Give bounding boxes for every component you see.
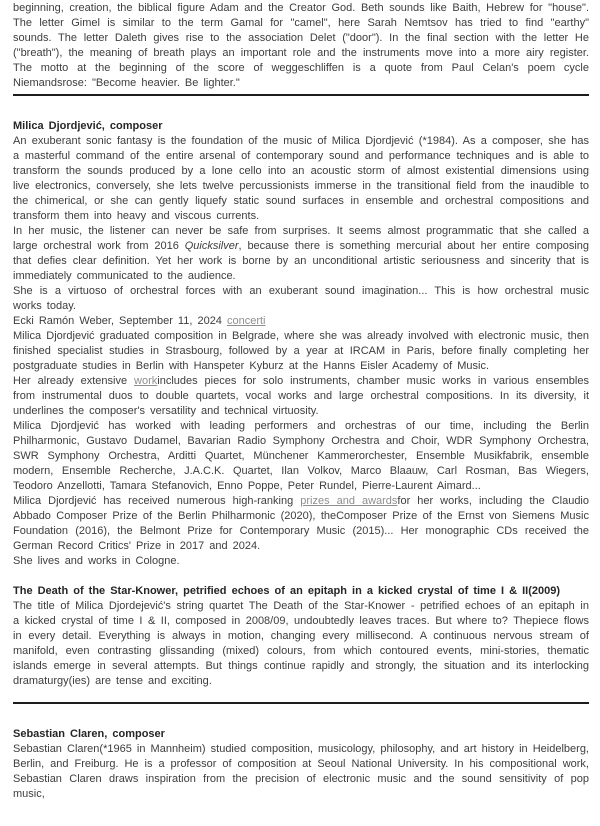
paragraph-star-knower-description: The title of Milica Djordejević's string quartet The Death of the Star-Knower - petrified echoes of an epitaph in a kicked crystal of time I & II, composed in 2008/09, undoubtedly leaves traces. But where to? Thepiece flows in every detail. Everything is always in motion, changing every millisecond. A continuous nervous stream of manifold, even contrasting glissanding (mixed) colours, from which contoured events, mini-stories, thematic islands emerge in several attempts. But things continue rapidly and strongly, the situation and its interlocking dramaturgy(ies) are tense and exciting.	[13, 600, 589, 687]
paragraph-milica-virtuoso-quote: She is a virtuoso of orchestral forces with an exuberant sound imagination... This is how orchestral music works today.	[13, 285, 589, 312]
paragraph-weggeschliffen-continuation: beginning, creation, the biblical figure Adam and the Creator God. Beth sounds like Baith, Hebrew for "house". The letter Gimel is similar to the term Gamal for "camel", here Sarah Nemtsov has tried to find "earthy" sounds. The letter Daleth gives rise to the association Delet ("door"). In the final section with the letter He ("breath"), the meaning of breath plays an important role and the instruments move into a more airy register. The motto at the beginning of the score of weggeschliffen is a quote from Paul Celan's poem cycle Niemandsrose: "Become heavier. Be lighter."	[13, 2, 589, 89]
text-run: includes pieces for solo instruments, chamber music works in various ensembles from instrumental duos to double quartets, vocal works and large orchestral compositions. In its diversity, it underlines the composer's versatility and technical virtuosity.	[13, 375, 589, 417]
section-divider	[13, 702, 589, 704]
paragraph-milica-prizes	[13, 494, 589, 554]
paragraph-milica-residence: She lives and works in Cologne.	[13, 555, 180, 567]
paragraph-milica-intro: An exuberant sonic fantasy is the foundation of the music of Milica Djordjević (*1984). As a composer, she has a masterful command of the entire arsenal of contemporary sound and performance techniques and is able to transform the sounds produced by a lone cello into an acoustic storm of almost existential dimensions using live electronics, conversely, she lets twelve percussionists immerse in the transitional field from the inaudible to the chimerical, or she can gently liquefy static sound surfaces in ensemble and orchestral compositions and transform them into heavy and viscous currents.	[13, 135, 589, 222]
text-run: for her works, including the Claudio Abbado Composer Prize of the Berlin Philharmonic (2020), theComposer Prize of the Ernst von Siemens Music Foundation (2016), the Belmont Prize for Contemporary Music (2015)... Her monographic CDs received the German Record Critics' Prize in 2017 and 2024.	[13, 495, 589, 552]
work-title-quicksilver: Quicksilver	[184, 240, 239, 252]
section-divider	[13, 94, 589, 96]
paragraph-sebastian-intro: Sebastian Claren(*1965 in Mannheim) studied composition, musicology, philosophy, and art history in Heidelberg, Berlin, and Freiburg. He is a professor of composition at Seoul National University. In his compositional work, Sebastian Claren draws inspiration from the precision of electronic music and the sound sensitivity of pop music,	[13, 743, 589, 800]
text-run: , because there is something mercurial about her entire composing that defies clear definition. Yet her work is borne by an unconditional artistic seriousness and sincerity that is immediately communicated to the audience.	[13, 240, 589, 282]
work-heading-star-knower: The Death of the Star-Knower, petrified echoes of an epitaph in a kicked crystal of time I & II(2009)	[13, 585, 561, 597]
concerti-link[interactable]: concerti	[226, 315, 266, 327]
paragraph-quote-attribution	[13, 314, 589, 329]
paragraph-milica-education: Milica Djordjević graduated composition in Belgrade, where she was already involved with electronic music, then finished specialist studies in Strasbourg, followed by a year at IRCAM in Paris, before finally completing her postgraduate studies in Berlin with Hanspeter Kyburz at the Hanns Eisler Academy of Music.	[13, 330, 589, 372]
text-run: In her music, the listener can never be safe from surprises. It seems almost programmatic that she called a large orchestral work from 2016	[13, 225, 589, 252]
text-run: Milica Djordjević has received numerous high-ranking	[13, 495, 301, 507]
work-link[interactable]: work	[134, 375, 158, 387]
paragraph-milica-collaborations: Milica Djordjević has worked with leading performers and orchestras of our time, including the Berlin Philharmonic, Gustavo Dudamel, Bavarian Radio Symphony Orchestra and Choir, WDR Symphony Orchestra, SWR Symphony Orchestra, Arditti Quartet, Münchener Kammerorchester, Ensemble Musikfabrik, ensemble modern, Ensemble Recherche, J.A.C.K. Quartet, Ilan Volkov, Marco Blaauw, Carl Rosman, Bas Wiegers, Teodoro Anzellotti, Tamara Stefanovich, Enno Poppe, Peter Rundel, Pierre-Laurent Aimard...	[13, 420, 589, 492]
text-run: Ecki Ramón Weber, September 11, 2024	[13, 315, 227, 327]
prizes-awards-link[interactable]: prizes and awards	[300, 495, 398, 507]
paragraph-milica-surprises	[13, 224, 589, 284]
composer-heading-sebastian: Sebastian Claren, composer	[13, 728, 165, 740]
text-run: Her already extensive	[13, 375, 135, 387]
paragraph-milica-work	[13, 374, 589, 419]
composer-heading-milica: Milica Djordjević, composer	[13, 120, 163, 132]
